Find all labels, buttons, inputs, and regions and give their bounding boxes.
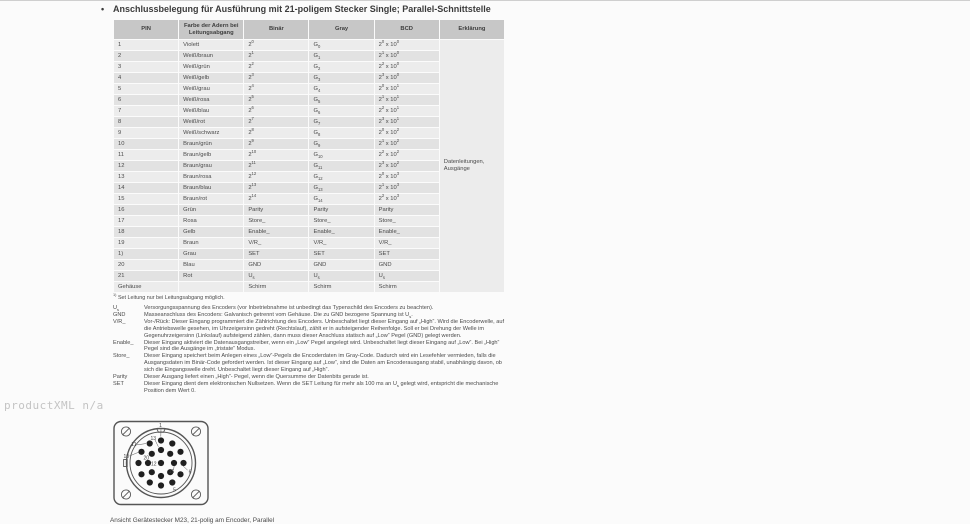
cell-gray: $G_7$: [309, 117, 373, 127]
cell-pin: 6: [114, 95, 178, 105]
definition-term: $U_s$: [113, 305, 144, 312]
cell-binary: $2^{10}$: [244, 150, 308, 160]
connector-diagram: [110, 419, 212, 507]
pin-label-1: 1: [159, 423, 162, 429]
cell-pin: 13: [114, 172, 178, 182]
definition-row: [113, 312, 505, 319]
cell-bcd: $2^2$ x $10^1$: [375, 106, 439, 116]
cell-bcd: SET: [375, 249, 439, 259]
cell-gray: Parity: [309, 205, 373, 215]
cell-color: Braun/blau: [179, 183, 243, 193]
pin-label-16: 16: [169, 469, 175, 475]
cell-binary: SET: [244, 249, 308, 259]
definition-text: Dieser Ausgang liefert einen „High“- Pegel, wenn die Quersumme der Datenbits gerade ist.: [144, 374, 505, 381]
cell-gray: $G_{11}$: [309, 161, 373, 171]
cell-pin: 19: [114, 238, 178, 248]
cell-bcd: $2^2$ x $10^0$: [375, 62, 439, 72]
connector-pin: [149, 469, 155, 475]
cell-pin: 3: [114, 62, 178, 72]
cell-binary: Parity: [244, 205, 308, 215]
pin-label-6: 6: [189, 470, 192, 476]
cell-bcd: $2^0$ x $10^3$: [375, 172, 439, 182]
connector-pin: [135, 460, 141, 466]
cell-binary: $2^7$: [244, 117, 308, 127]
cell-binary: $2^{12}$: [244, 172, 308, 182]
connector-pin: [169, 440, 175, 446]
cell-bcd: $2^0$ x $10^2$: [375, 128, 439, 138]
cell-gray: $G_4$: [309, 84, 373, 94]
cell-pin: 11: [114, 150, 178, 160]
connector-pin: [177, 471, 183, 477]
definition-row: [113, 374, 505, 381]
pin-label-10: 10: [123, 454, 129, 460]
definition-row: [113, 340, 505, 354]
cell-bcd: V/R_: [375, 238, 439, 248]
cell-gray: V/R_: [309, 238, 373, 248]
cell-gray: $G_3$: [309, 73, 373, 83]
connector-pin: [149, 451, 155, 457]
cell-color: Grau: [179, 249, 243, 259]
cell-gray: $G_{13}$: [309, 183, 373, 193]
cell-binary: V/R_: [244, 238, 308, 248]
cell-color: Braun/rosa: [179, 172, 243, 182]
cell-color: Blau: [179, 260, 243, 270]
cell-pin: 21: [114, 271, 178, 281]
connector-diagram-block: [110, 419, 310, 524]
cell-pin: 1: [114, 40, 178, 50]
pin-label-20: 20: [143, 456, 149, 462]
page-top-border: [0, 0, 970, 1]
pin-label-13: 13: [150, 436, 156, 442]
cell-color: Weiß/blau: [179, 106, 243, 116]
cell-gray: $G_9$: [309, 139, 373, 149]
definition-term: Enable_: [113, 340, 144, 354]
cell-pin: 20: [114, 260, 178, 270]
cell-color: Braun/gelb: [179, 150, 243, 160]
cell-bcd: $2^2$ x $10^2$: [375, 150, 439, 160]
definition-term: Store_: [113, 353, 144, 374]
cell-binary: $2^5$: [244, 95, 308, 105]
cell-color: Gelb: [179, 227, 243, 237]
definition-term: Parity: [113, 374, 144, 381]
cell-color: Rosa: [179, 216, 243, 226]
connector-pin: [158, 473, 164, 479]
cell-binary: $2^1$: [244, 51, 308, 61]
cell-color: Weiß/braun: [179, 51, 243, 61]
cell-bcd: Store_: [375, 216, 439, 226]
definition-text: Versorgungsspannung des Encoders (vor Inbetriebnahme ist unbedingt das Typenschild des Encoders zu beachten).: [144, 305, 505, 312]
definition-row: [113, 305, 505, 312]
cell-color: Weiß/rot: [179, 117, 243, 127]
definition-text: Masseanschluss des Encoders: Galvanisch getrennt vom Gehäuse. Die zu GND bezogene Spannung ist $U_s$.: [144, 312, 505, 319]
cell-bcd: $2^3$ x $10^2$: [375, 161, 439, 171]
cell-color: Grün: [179, 205, 243, 215]
pin-assignment-table: [113, 19, 505, 293]
document-content: [113, 3, 505, 395]
column-header: Erklärung: [440, 20, 504, 39]
cell-bcd: $2^0$ x $10^0$: [375, 40, 439, 50]
cell-pin: 1): [114, 249, 178, 259]
cell-color: Violett: [179, 40, 243, 50]
cell-binary: $2^6$: [244, 106, 308, 116]
cell-color: [179, 282, 243, 292]
section-heading: [101, 3, 505, 15]
column-header: PIN: [114, 20, 178, 39]
cell-gray: SET: [309, 249, 373, 259]
definition-text: Vor-/Rück: Dieser Eingang programmiert die Zählrichtung des Encoders. Unbeschaltet liegt dieser Eingang auf „High“. Wird die Encoderwelle, auf die Antriebswelle gesehen, im Uhrzeigersinn gedreht (Rechtslauf), zählt er in aufsteigender Reihenfolge. Soll er bei Drehung der Welle im Gegenuhrzeigersinn (Linkslauf) aufsteigend zählen, dann muss dieser Anschluss statisch auf „Low“ Pegel (GND) gelegt werden.: [144, 319, 505, 340]
pin-label-12: 12: [151, 462, 157, 468]
column-header: Binär: [244, 20, 308, 39]
table-row: [114, 40, 504, 50]
cell-gray: $G_{12}$: [309, 172, 373, 182]
pin-table-body: [114, 40, 504, 292]
cell-pin: 18: [114, 227, 178, 237]
table-footnote: $^{1)}$ Set Leitung nur bei Leitungsabgang möglich.: [113, 295, 505, 302]
connector-pin: [167, 451, 173, 457]
cell-binary: $2^4$: [244, 84, 308, 94]
cell-gray: $G_0$: [309, 40, 373, 50]
cell-gray: $G_6$: [309, 106, 373, 116]
bullet-icon: •: [101, 3, 113, 15]
cell-color: Weiß/grün: [179, 62, 243, 72]
cell-gray: GND: [309, 260, 373, 270]
cell-bcd: $2^1$ x $10^0$: [375, 51, 439, 61]
section-heading-text: Anschlussbelegung für Ausführung mit 21-poligem Stecker Single; Parallel-Schnittstelle: [113, 3, 491, 15]
connector-caption: Ansicht Gerätestecker M23, 21-polig am Encoder, Parallel: [110, 517, 310, 524]
cell-binary: $2^{13}$: [244, 183, 308, 193]
cell-bcd: $U_s$: [375, 271, 439, 281]
column-header: BCD: [375, 20, 439, 39]
connector-pin: [138, 471, 144, 477]
connector-pin: [171, 460, 177, 466]
cell-color: Weiß/gelb: [179, 73, 243, 83]
cell-pin: Gehäuse: [114, 282, 178, 292]
cell-gray: $G_{10}$: [309, 150, 373, 160]
definition-row: [113, 319, 505, 340]
connector-pin: [158, 447, 164, 453]
connector-pins: [135, 437, 186, 488]
definition-text: Dieser Eingang dient dem elektronischen Nullsetzen. Wenn die SET Leitung für mehr als 100 ms an $U_s$ gelegt wird, entspricht die mechanische Position dem Wert 0.: [144, 381, 505, 395]
cell-binary: Schirm: [244, 282, 308, 292]
cell-pin: 17: [114, 216, 178, 226]
connector-pin: [147, 479, 153, 485]
cell-gray: Schirm: [309, 282, 373, 292]
definition-row: [113, 381, 505, 395]
cell-binary: $2^0$: [244, 40, 308, 50]
cell-explanation: Datenleitungen, Ausgänge: [440, 40, 504, 292]
cell-color: Braun/grün: [179, 139, 243, 149]
cell-binary: $U_s$: [244, 271, 308, 281]
cell-pin: 10: [114, 139, 178, 149]
cell-bcd: Parity: [375, 205, 439, 215]
cell-gray: $G_1$: [309, 51, 373, 61]
cell-bcd: GND: [375, 260, 439, 270]
cell-gray: $G_{14}$: [309, 194, 373, 204]
header-row: [114, 20, 504, 39]
pin-label-11: 11: [131, 442, 136, 448]
definition-term: V/R_: [113, 319, 144, 340]
cell-binary: $2^8$: [244, 128, 308, 138]
definition-term: GND: [113, 312, 144, 319]
cell-pin: 5: [114, 84, 178, 94]
cell-pin: 2: [114, 51, 178, 61]
cell-gray: $U_s$: [309, 271, 373, 281]
cell-pin: 12: [114, 161, 178, 171]
cell-color: Braun/rot: [179, 194, 243, 204]
cell-gray: $G_8$: [309, 128, 373, 138]
connector-pin: [138, 449, 144, 455]
cell-binary: $2^2$: [244, 62, 308, 72]
cell-bcd: Enable_: [375, 227, 439, 237]
cell-binary: Enable_: [244, 227, 308, 237]
cell-gray: $G_5$: [309, 95, 373, 105]
connector-pin: [180, 460, 186, 466]
cell-bcd: $2^2$ x $10^3$: [375, 194, 439, 204]
cell-binary: $2^{11}$: [244, 161, 308, 171]
column-header: Farbe der Adern bei Leitungsabgang: [179, 20, 243, 39]
cell-color: Weiß/schwarz: [179, 128, 243, 138]
signal-definitions: [113, 305, 505, 395]
cell-pin: 4: [114, 73, 178, 83]
connector-pin: [158, 437, 164, 443]
cell-gray: Store_: [309, 216, 373, 226]
cell-binary: Store_: [244, 216, 308, 226]
definition-text: Dieser Eingang speichert beim Anlegen eines „Low“-Pegels die Encoderdaten im Gray-Code. Dadurch wird ein Lesefehler vermieden, falls die Ausgangsdaten im Binär-Code gefordert werden. Ist dieser Eingang auf „Low“, sind die Daten am Encoderausgang stabil, unabhängig davon, ob sich die Eingangswelle dreht. Unbeschaltet liegt dieser Eingang auf „High“.: [144, 353, 505, 374]
cell-bcd: $2^3$ x $10^0$: [375, 73, 439, 83]
cell-binary: $2^3$: [244, 73, 308, 83]
cell-binary: GND: [244, 260, 308, 270]
cell-gray: Enable_: [309, 227, 373, 237]
cell-color: Braun/grau: [179, 161, 243, 171]
cell-pin: 15: [114, 194, 178, 204]
cell-color: Rot: [179, 271, 243, 281]
definition-text: Dieser Eingang aktiviert die Datenausgangstreiber, wenn ein „Low“ Pegel angelegt wird. Unbeschaltet liegt dieser Eingang auf „Low“. Bei „High“ Pegel sind die Ausgänge im „tristate“ Modus.: [144, 340, 505, 354]
cell-color: Weiß/rosa: [179, 95, 243, 105]
pin-label-5: 5: [173, 488, 176, 494]
connector-pin: [158, 482, 164, 488]
cell-bcd: Schirm: [375, 282, 439, 292]
connector-pin: [158, 460, 164, 466]
cell-color: Weiß/grau: [179, 84, 243, 94]
cell-color: Braun: [179, 238, 243, 248]
definition-term: SET: [113, 381, 144, 395]
definition-row: [113, 353, 505, 374]
watermark-text: productXML n/a: [4, 399, 104, 412]
cell-pin: 16: [114, 205, 178, 215]
pin-table-header: [114, 20, 504, 39]
cell-pin: 7: [114, 106, 178, 116]
column-header: Gray: [309, 20, 373, 39]
connector-pin: [169, 479, 175, 485]
cell-binary: $2^9$: [244, 139, 308, 149]
cell-bcd: $2^1$ x $10^3$: [375, 183, 439, 193]
cell-pin: 14: [114, 183, 178, 193]
cell-bcd: $2^1$ x $10^2$: [375, 139, 439, 149]
cell-bcd: $2^1$ x $10^1$: [375, 95, 439, 105]
cell-pin: 9: [114, 128, 178, 138]
cell-pin: 8: [114, 117, 178, 127]
cell-binary: $2^{14}$: [244, 194, 308, 204]
connector-pin: [177, 449, 183, 455]
cell-bcd: $2^3$ x $10^1$: [375, 117, 439, 127]
cell-gray: $G_2$: [309, 62, 373, 72]
cell-bcd: $2^0$ x $10^1$: [375, 84, 439, 94]
